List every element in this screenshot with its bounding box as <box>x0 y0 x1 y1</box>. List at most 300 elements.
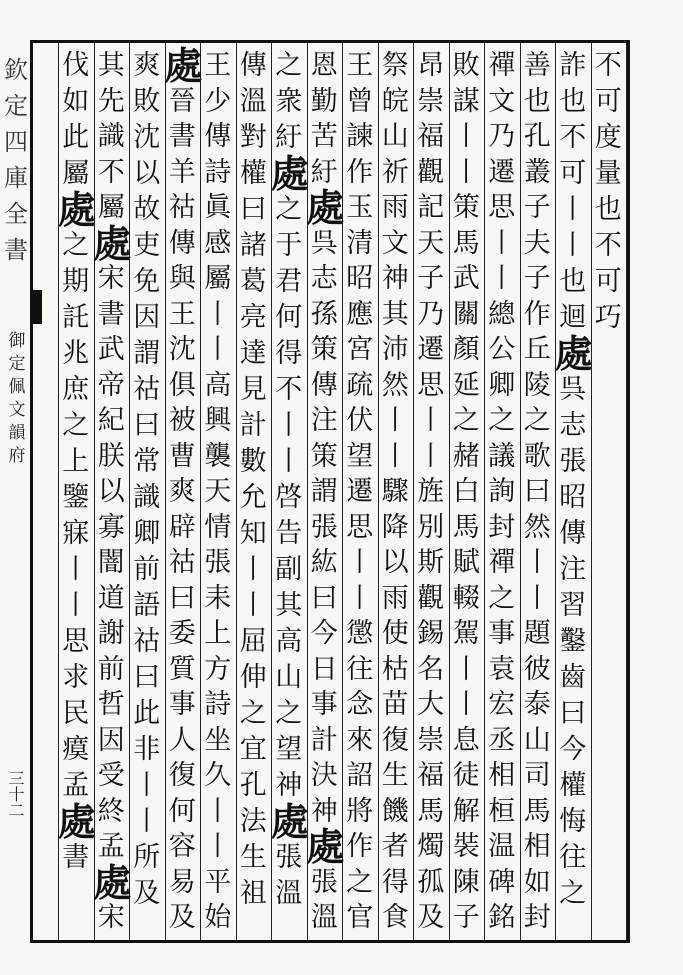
text-char: 識 <box>97 121 125 153</box>
text-char: 作 <box>523 298 551 330</box>
subtitle-char: 文 <box>8 400 26 420</box>
text-char: 之 <box>559 878 587 909</box>
text-char: 祈 <box>381 156 409 188</box>
text-char: 注 <box>310 405 338 437</box>
text-char: 子 <box>417 263 445 295</box>
title-char: 四 <box>4 128 28 156</box>
text-char: 禪 <box>488 547 516 579</box>
text-char: 俱 <box>168 369 196 401</box>
text-char: 權 <box>239 158 267 189</box>
text-char: 解 <box>452 795 480 827</box>
text-char: 馬 <box>452 511 480 543</box>
text-char: 耒 <box>204 582 232 614</box>
text-char: 丨 <box>204 795 232 827</box>
text-char: 伏 <box>346 405 374 437</box>
text-char: 詐 <box>559 50 587 81</box>
text-char: 其 <box>381 298 409 330</box>
text-char: 武 <box>97 334 125 366</box>
text-char: 其 <box>275 590 303 621</box>
text-char: 常 <box>133 446 161 477</box>
book-subtitle-margin <box>2 330 32 468</box>
text-column <box>129 48 165 938</box>
text-char: 可 <box>594 266 622 297</box>
text-char: 之 <box>62 230 90 261</box>
text-char: 相 <box>523 831 551 863</box>
text-char: 祜 <box>168 547 196 579</box>
text-char: 傳 <box>310 369 338 401</box>
text-char: 沈 <box>168 334 196 366</box>
text-char: 玉 <box>346 192 374 224</box>
text-char: 作 <box>346 831 374 863</box>
text-char: 及 <box>417 902 445 934</box>
text-char: 思 <box>62 626 90 657</box>
text-char: 庶 <box>62 374 90 405</box>
text-char: 屬 <box>97 192 125 224</box>
text-char: 昂 <box>417 50 445 81</box>
text-char: 丨 <box>204 334 232 366</box>
text-char: 曰 <box>523 476 551 508</box>
text-char: 苦 <box>310 121 338 153</box>
text-char: 雨 <box>381 192 409 224</box>
text-char: 書 <box>97 298 125 330</box>
text-char: 顏 <box>452 334 480 366</box>
text-char: 丨 <box>133 770 161 801</box>
text-char: 將 <box>346 795 374 827</box>
text-char: 袁 <box>488 653 516 685</box>
text-char: 來 <box>346 724 374 756</box>
text-char: 注 <box>559 554 587 585</box>
text-char: 傳 <box>204 121 232 153</box>
text-char: 王 <box>168 298 196 330</box>
text-char: 書 <box>168 121 196 153</box>
text-char: 崇 <box>417 85 445 117</box>
text-char: 燭 <box>417 831 445 863</box>
text-char: 張 <box>275 842 303 873</box>
text-char: 禪 <box>488 50 516 81</box>
text-char: 帝 <box>97 369 125 401</box>
text-char: 神 <box>275 770 303 801</box>
text-char: 生 <box>381 760 409 792</box>
text-char: 因 <box>133 302 161 333</box>
text-char: 遷 <box>346 476 374 508</box>
text-char: 之 <box>62 410 90 441</box>
text-char: 瘼 <box>62 734 90 765</box>
text-column <box>448 48 484 938</box>
text-char: 于 <box>275 230 303 261</box>
text-char: 生 <box>239 842 267 873</box>
text-char: 祜 <box>133 626 161 657</box>
text-char: 之 <box>275 698 303 729</box>
text-char: 前 <box>97 653 125 685</box>
text-char: 孤 <box>417 866 445 898</box>
text-char: 策 <box>310 440 338 472</box>
text-char: 謝 <box>97 618 125 650</box>
text-char: 辟 <box>168 511 196 543</box>
text-char: 處 <box>270 151 309 196</box>
text-char: 葛 <box>239 266 267 297</box>
text-char: 也 <box>594 194 622 225</box>
text-column <box>519 48 555 938</box>
text-char: 以 <box>97 476 125 508</box>
text-char: 齒 <box>559 662 587 693</box>
text-char: 及 <box>133 878 161 909</box>
text-char: 處 <box>306 185 345 231</box>
text-char: 陵 <box>523 369 551 401</box>
text-char: 夫 <box>523 227 551 259</box>
text-char: 延 <box>452 369 480 401</box>
text-char: 曰 <box>239 194 267 225</box>
text-char: 鑒 <box>62 482 90 513</box>
text-char: 先 <box>97 85 125 117</box>
text-char: 寐 <box>62 518 90 549</box>
fish-tail-mark <box>30 290 42 324</box>
text-char: 丨 <box>62 590 90 621</box>
page-number <box>6 770 34 818</box>
text-char: 孔 <box>523 121 551 153</box>
text-char: 卿 <box>133 518 161 549</box>
text-char: 福 <box>417 760 445 792</box>
text-char: 苗 <box>381 689 409 721</box>
text-char: 作 <box>346 156 374 188</box>
text-char: 處 <box>57 799 96 844</box>
text-char: 副 <box>275 554 303 585</box>
text-char: 念 <box>346 689 374 721</box>
text-char: 神 <box>310 795 338 827</box>
text-char: 對 <box>239 122 267 153</box>
text-column <box>235 48 271 938</box>
text-char: 之 <box>346 866 374 898</box>
text-char: 今 <box>310 618 338 650</box>
text-char: 赭 <box>452 440 480 472</box>
text-char: 何 <box>168 795 196 827</box>
text-char: 敗 <box>133 86 161 117</box>
text-char: 名 <box>417 653 445 685</box>
text-char: 溫 <box>275 878 303 909</box>
text-char: 呉 <box>310 227 338 259</box>
text-char: 伐 <box>62 50 90 81</box>
text-char: 之 <box>239 698 267 729</box>
text-char: 宮 <box>346 334 374 366</box>
text-char: 祜 <box>168 192 196 224</box>
text-char: 關 <box>452 298 480 330</box>
text-char: 計 <box>310 724 338 756</box>
text-char: 興 <box>204 405 232 437</box>
text-char: 容 <box>168 831 196 863</box>
text-char: 清 <box>346 227 374 259</box>
text-char: 祭 <box>381 50 409 81</box>
text-char: 諸 <box>239 230 267 261</box>
text-column <box>555 48 591 938</box>
text-char: 復 <box>381 724 409 756</box>
text-char: 觀 <box>417 582 445 614</box>
text-char: 屈 <box>239 626 267 657</box>
text-char: 往 <box>346 653 374 685</box>
text-char: 丨 <box>417 440 445 472</box>
text-char: 以 <box>381 547 409 579</box>
text-char: 上 <box>62 446 90 477</box>
text-char: 受 <box>97 760 125 792</box>
text-char: 不 <box>559 122 587 153</box>
text-char: 丨 <box>559 194 587 225</box>
text-char: 歌 <box>523 440 551 472</box>
text-char: 之 <box>275 194 303 225</box>
text-char: 題 <box>523 618 551 650</box>
text-char: 道 <box>97 582 125 614</box>
text-char: 昭 <box>346 263 374 295</box>
text-column <box>377 48 413 938</box>
text-char: 武 <box>452 263 480 295</box>
text-char: 公 <box>488 334 516 366</box>
text-char: 屬 <box>204 263 232 295</box>
title-char: 書 <box>4 236 28 264</box>
text-char: 之 <box>275 50 303 81</box>
text-char: 丨 <box>275 410 303 441</box>
text-char: 數 <box>239 446 267 477</box>
text-char: 哲 <box>97 689 125 721</box>
subtitle-char: 定 <box>8 354 26 374</box>
text-char: 故 <box>133 194 161 225</box>
text-char: 孔 <box>239 770 267 801</box>
text-char: 眞 <box>204 192 232 224</box>
text-char: 丨 <box>133 806 161 837</box>
text-char: 錫 <box>417 618 445 650</box>
text-char: 山 <box>381 121 409 153</box>
text-char: 孫 <box>310 298 338 330</box>
text-char: 此 <box>62 122 90 153</box>
text-char: 丨 <box>346 547 374 579</box>
text-char: 遷 <box>488 156 516 188</box>
text-char: 乃 <box>488 121 516 153</box>
text-char: 觀 <box>417 156 445 188</box>
text-char: 斯 <box>417 547 445 579</box>
text-char: 天 <box>204 476 232 508</box>
text-char: 紆 <box>275 122 303 153</box>
text-char: 以 <box>133 158 161 189</box>
text-char: 可 <box>594 86 622 117</box>
text-char: 丘 <box>523 334 551 366</box>
text-char: 馬 <box>523 795 551 827</box>
text-char: 曰 <box>168 582 196 614</box>
text-char: 終 <box>97 795 125 827</box>
text-char: 敗 <box>452 50 480 81</box>
text-char: 王 <box>204 50 232 81</box>
text-char: 前 <box>133 554 161 585</box>
text-char: 何 <box>275 302 303 333</box>
text-char: 襲 <box>204 440 232 472</box>
text-char: 易 <box>168 866 196 898</box>
text-char: 崇 <box>417 724 445 756</box>
text-char: 温 <box>488 831 516 863</box>
text-char: 所 <box>133 842 161 873</box>
text-char: 丨 <box>204 831 232 863</box>
text-char: 丞 <box>488 724 516 756</box>
text-char: 孟 <box>97 831 125 863</box>
text-char: 懲 <box>346 618 374 650</box>
text-char: 達 <box>239 338 267 369</box>
text-char: 思 <box>346 511 374 543</box>
text-column <box>590 48 626 938</box>
text-char: 志 <box>559 410 587 441</box>
text-char: 求 <box>62 662 90 693</box>
text-char: 丨 <box>381 440 409 472</box>
text-char: 曰 <box>133 410 161 441</box>
text-char: 復 <box>168 760 196 792</box>
text-char: 食 <box>381 902 409 934</box>
text-char: 不 <box>594 230 622 261</box>
text-char: 昭 <box>559 482 587 513</box>
text-char: 子 <box>523 263 551 295</box>
text-char: 策 <box>310 334 338 366</box>
text-char: 天 <box>417 227 445 259</box>
text-char: 及 <box>168 902 196 934</box>
text-char: 處 <box>57 187 96 232</box>
subtitle-char: 御 <box>8 331 26 351</box>
text-char: 高 <box>204 369 232 401</box>
text-char: 方 <box>204 653 232 685</box>
text-char: 卿 <box>488 369 516 401</box>
text-char: 吏 <box>133 230 161 261</box>
text-char: 之 <box>488 582 516 614</box>
text-char: 書 <box>62 842 90 873</box>
text-char: 處 <box>554 331 593 376</box>
text-char: 告 <box>275 518 303 549</box>
text-char: 紀 <box>97 405 125 437</box>
text-column <box>58 48 94 938</box>
text-column <box>200 48 236 938</box>
text-char: 如 <box>523 866 551 898</box>
text-char: 息 <box>452 724 480 756</box>
text-char: 張 <box>310 511 338 543</box>
subtitle-char: 韻 <box>8 423 26 443</box>
text-char: 晉 <box>168 85 196 117</box>
text-char: 久 <box>204 760 232 792</box>
text-char: 也 <box>559 86 587 117</box>
text-char: 事 <box>310 689 338 721</box>
text-char: 羊 <box>168 156 196 188</box>
text-char: 度 <box>594 122 622 153</box>
text-char: 之 <box>523 405 551 437</box>
text-char: 子 <box>523 192 551 224</box>
text-char: 兆 <box>62 338 90 369</box>
text-char: 傳 <box>239 50 267 81</box>
text-char: 之 <box>488 405 516 437</box>
text-char: 得 <box>275 338 303 369</box>
text-char: 丨 <box>275 446 303 477</box>
text-char: 不 <box>594 50 622 81</box>
text-char: 善 <box>523 50 551 81</box>
text-char: 詢 <box>488 476 516 508</box>
text-char: 紘 <box>310 547 338 579</box>
text-char: 饑 <box>381 795 409 827</box>
text-char: 丨 <box>381 405 409 437</box>
text-char: 記 <box>417 192 445 224</box>
text-char: 坐 <box>204 724 232 756</box>
text-char: 處 <box>306 824 345 870</box>
text-char: 曰 <box>133 662 161 693</box>
text-char: 祜 <box>133 374 161 405</box>
text-char: 詔 <box>346 760 374 792</box>
text-char: 溫 <box>310 902 338 934</box>
text-column <box>413 48 449 938</box>
text-char: 始 <box>204 902 232 934</box>
text-char: 丨 <box>62 554 90 585</box>
text-char: 總 <box>488 298 516 330</box>
text-char: 祖 <box>239 878 267 909</box>
text-char: 遷 <box>417 334 445 366</box>
text-char: 也 <box>559 266 587 297</box>
text-char: 山 <box>275 662 303 693</box>
text-char: 丨 <box>488 227 516 259</box>
text-char: 旌 <box>417 476 445 508</box>
text-char: 情 <box>204 511 232 543</box>
text-char: 詩 <box>204 156 232 188</box>
text-char: 沈 <box>133 122 161 153</box>
text-char: 處 <box>93 220 132 266</box>
text-char: 亮 <box>239 302 267 333</box>
text-char: 闇 <box>97 547 125 579</box>
text-char: 丨 <box>452 689 480 721</box>
text-char: 應 <box>346 298 374 330</box>
text-char: 望 <box>275 734 303 765</box>
text-char: 見 <box>239 374 267 405</box>
text-char: 權 <box>559 770 587 801</box>
text-char: 曰 <box>310 582 338 614</box>
text-char: 知 <box>239 518 267 549</box>
text-column <box>306 48 345 938</box>
text-char: 事 <box>168 689 196 721</box>
text-char: 迴 <box>559 302 587 333</box>
text-char: 丨 <box>239 590 267 621</box>
text-char: 沛 <box>381 334 409 366</box>
text-char: 君 <box>275 266 303 297</box>
text-char: 神 <box>381 263 409 295</box>
text-char: 丨 <box>204 298 232 330</box>
text-char: 王 <box>346 50 374 81</box>
text-char: 決 <box>310 760 338 792</box>
text-char: 免 <box>133 266 161 297</box>
page-number-text: 三十二 <box>6 770 25 818</box>
title-char: 定 <box>4 92 28 120</box>
text-char: 彼 <box>523 653 551 685</box>
text-char: 恩 <box>310 50 338 81</box>
text-char: 然 <box>523 511 551 543</box>
text-char: 諫 <box>346 121 374 153</box>
text-char: 志 <box>310 263 338 295</box>
text-column <box>484 48 520 938</box>
text-char: 鑿 <box>559 626 587 657</box>
text-char: 紆 <box>310 156 338 188</box>
text-char: 枯 <box>381 653 409 685</box>
text-char: 溫 <box>239 86 267 117</box>
text-char: 因 <box>97 724 125 756</box>
text-char: 悔 <box>559 806 587 837</box>
text-char: 子 <box>452 902 480 934</box>
text-char: 官 <box>346 902 374 934</box>
title-char: 欽 <box>4 56 28 84</box>
text-column <box>164 43 203 938</box>
text-char: 啓 <box>275 482 303 513</box>
text-char: 量 <box>594 158 622 189</box>
text-char: 人 <box>168 724 196 756</box>
text-char: 丨 <box>523 582 551 614</box>
text-char: 今 <box>559 734 587 765</box>
text-char: 法 <box>239 806 267 837</box>
subtitle-char: 府 <box>8 446 26 466</box>
text-char: 丨 <box>239 554 267 585</box>
text-char: 丨 <box>488 263 516 295</box>
text-char: 宋 <box>97 902 125 934</box>
text-char: 被 <box>168 405 196 437</box>
